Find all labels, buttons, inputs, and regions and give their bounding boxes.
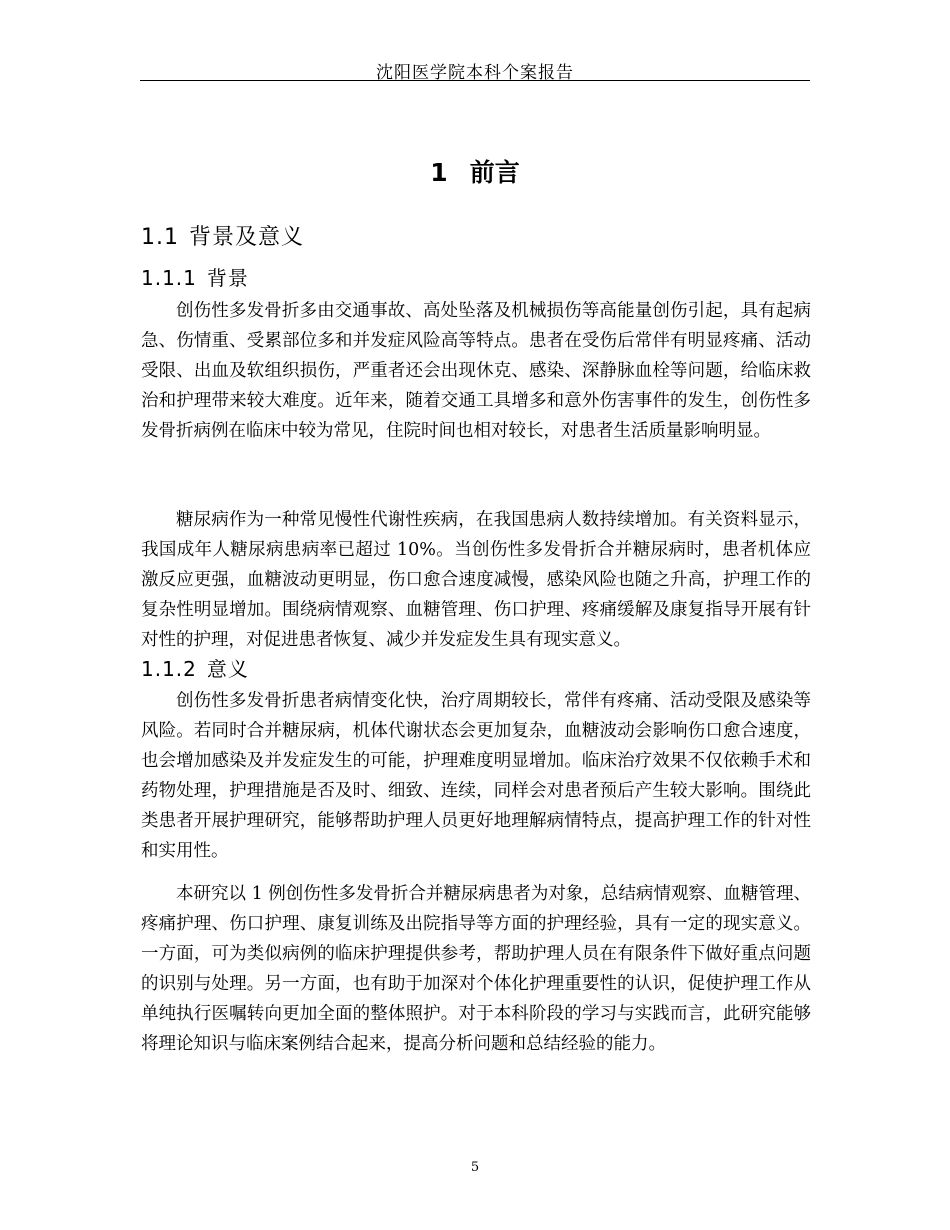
section-heading	[141, 220, 304, 251]
subsection-number: 1.1.1	[141, 266, 197, 290]
header-divider	[140, 80, 810, 81]
section-title: 背景及意义	[189, 225, 305, 250]
subsection-heading-significance	[141, 653, 249, 682]
subsection-title: 意义	[206, 657, 249, 681]
body-paragraph: 糖尿病作为一种常见慢性代谢性疾病，在我国患病人数持续增加。有关资料显示，我国成年人糖尿病患病率已超过 10%。当创伤性多发骨折合并糖尿病时，患者机体应激反应更强，血糖波动更明显，伤口愈合速度减慢，感染风险也随之升高，护理工作的复杂性明显增加。围绕病情观察、血糖管理、伤口护理、疼痛缓解及康复指导开展有针对性的护理，对促进患者恢复、减少并发症发生具有现实意义。	[141, 510, 811, 650]
subsection-number: 1.1.2	[141, 657, 197, 681]
section-number: 1.1	[141, 225, 179, 250]
page-number: 5	[470, 1160, 480, 1175]
chapter-title	[140, 153, 810, 189]
subsection-heading-background	[141, 262, 249, 291]
chapter-number: 1	[430, 158, 448, 187]
chapter-heading: 前言	[469, 158, 520, 187]
body-paragraph: 创伤性多发骨折多由交通事故、高处坠落及机械损伤等高能量创伤引起，具有起病急、伤情重、受累部位多和并发症风险高等特点。患者在受伤后常伴有明显疼痛、活动受限、出血及软组织损伤，严重者还会出现休克、感染、深静脉血栓等问题，给临床救治和护理带来较大难度。近年来，随着交通工具增多和意外伤害事件的发生，创伤性多发骨折病例在临床中较为常见，住院时间也相对较长，对患者生活质量影响明显。	[141, 301, 811, 441]
body-paragraph: 本研究以 1 例创伤性多发骨折合并糖尿病患者为对象，总结病情观察、血糖管理、疼痛护理、伤口护理、康复训练及出院指导等方面的护理经验，具有一定的现实意义。一方面，可为类似病例的临床护理提供参考，帮助护理人员在有限条件下做好重点问题的识别与处理。另一方面，也有助于加深对个体化护理重要性的认识，促使护理工作从单纯执行医嘱转向更加全面的整体照护。对于本科阶段的学习与实践而言，此研究能够将理论知识与临床案例结合起来，提高分析问题和总结经验的能力。	[141, 884, 811, 1054]
header-title: 沈阳医学院本科个案报告	[376, 63, 574, 83]
subsection-title: 背景	[206, 266, 249, 290]
body-paragraph: 创伤性多发骨折患者病情变化快，治疗周期较长，常伴有疼痛、活动受限及感染等风险。若同时合并糖尿病，机体代谢状态会更加复杂，血糖波动会影响伤口愈合速度，也会增加感染及并发症发生的可能，护理难度明显增加。临床治疗效果不仅依赖手术和药物处理，护理措施是否及时、细致、连续，同样会对患者预后产生较大影响。围绕此类患者开展护理研究，能够帮助护理人员更好地理解病情特点，提高护理工作的针对性和实用性。	[141, 691, 811, 861]
